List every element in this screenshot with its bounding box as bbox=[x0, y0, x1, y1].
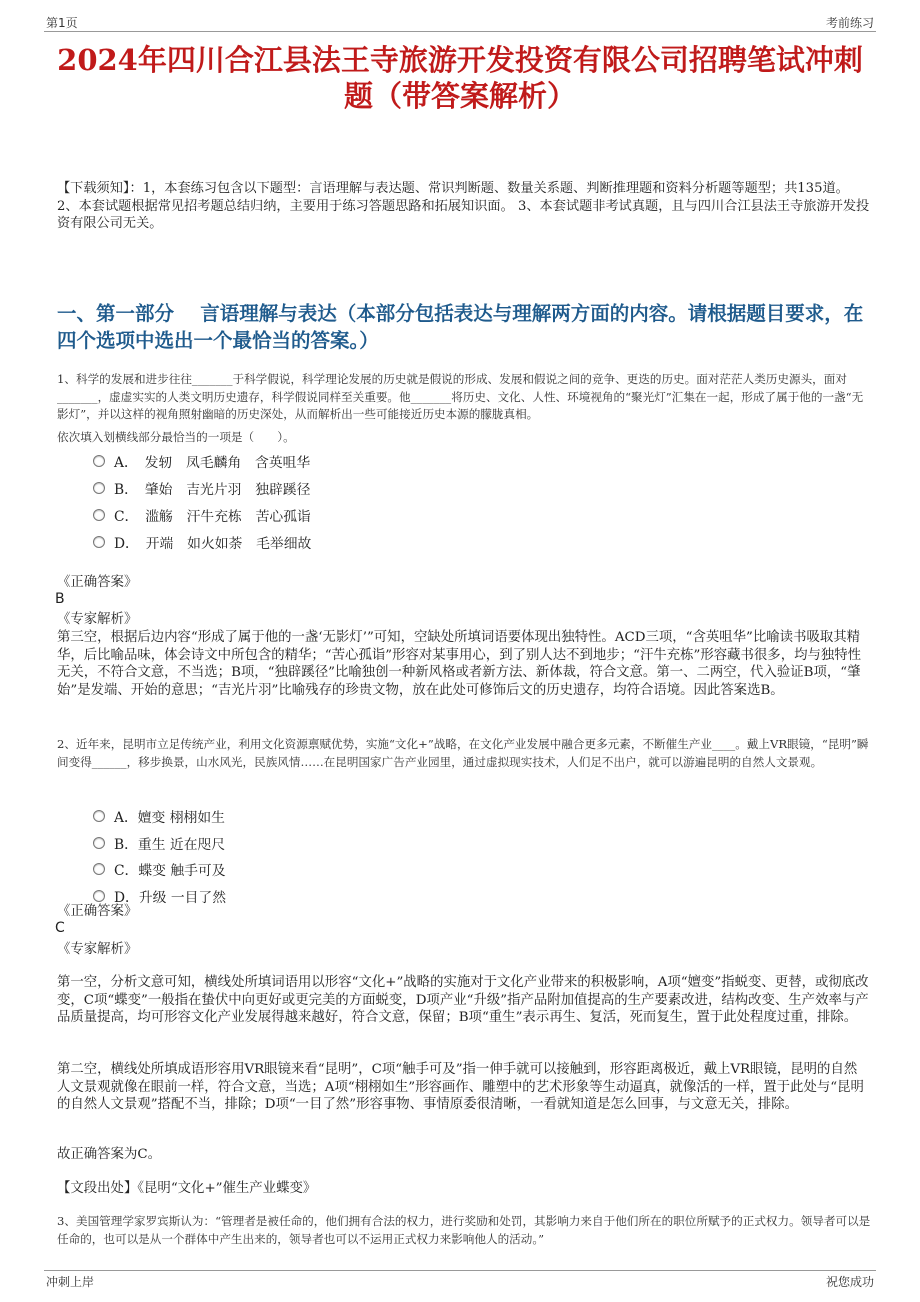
question-1-option-a[interactable] bbox=[93, 449, 310, 473]
question-1-option-c[interactable] bbox=[93, 503, 311, 527]
question-1-answer-label: 《正确答案》 bbox=[57, 575, 138, 590]
footer-right-text: 祝您成功 bbox=[825, 1275, 874, 1289]
radio-icon[interactable] bbox=[93, 810, 105, 822]
question-2-conclusion: 故正确答案为C。 bbox=[57, 1147, 161, 1162]
question-3-stem: 3、美国管理学家罗宾斯认为：“管理者是被任命的，他们拥有合法的权力，进行奖励和处罚，其影响力来自于他们所在的职位所赋予的正式权力。领导者可以是任命的，也可以是从一个群体中产生出来的，领导者也可以不运用正式权力来影响他人的活动。” bbox=[57, 1214, 871, 1246]
question-2-analysis-p2: 第二空，横线处所填成语形容用VR眼镜来看“昆明”，C项“触手可及”指一伸手就可以接触到，形容距离极近，戴上VR眼镜，昆明的自然人文景观就像在眼前一样，符合文意，当选；A项“栩栩如生”形容画作、雕塑中的艺术形象等生动逼真，就像活的一样，置于此处与“昆明的自然人文景观”搭配不当，排除；D项“一目了然”形容事物、事情原委很清晰，一看就知道是怎么回事，与文意无关，排除。 bbox=[57, 1062, 864, 1112]
section-heading: 一、第一部分 言语理解与表达（本部分包括表达与理解两方面的内容。请根据题目要求，在四个选项中选出一个最恰当的答案。） bbox=[57, 302, 864, 352]
radio-icon[interactable] bbox=[93, 890, 105, 902]
question-1-prompt: 依次填入划横线部分最恰当的一项是（ ）。 bbox=[57, 430, 295, 444]
option-label: A．嬗变 栩栩如生 bbox=[114, 810, 225, 826]
question-1-stem: 1、科学的发展和进步往往_______于科学假说，科学理论发展的历史就是假说的形成、发展和假说之间的竞争、更迭的历史。面对茫茫人类历史源头，面对_______，虚虚实实的人类文明历史遗存，科学假说同样至关重要。他_______将历史、文化、人性、环境视角的“聚光灯”汇集在一起，形成了属于他的一盏“无影灯”，并以这样的视角照射幽暗的历史深处，从而解析出一些可能接近历史本源的朦胧真相。 bbox=[57, 372, 864, 421]
option-label: B． 肇始 吉光片羽 独辟蹊径 bbox=[114, 482, 311, 498]
question-2-answer-label: 《正确答案》 bbox=[57, 904, 138, 919]
question-2-option-a[interactable] bbox=[93, 804, 225, 828]
footer-divider bbox=[44, 1270, 876, 1271]
question-1-option-b[interactable] bbox=[93, 476, 310, 500]
download-notice: 【下载须知】：1，本套练习包含以下题型：言语理解与表达题、常识判断题、数量关系题、判断推理题和资料分析题等题型；共135道。 2、本套试题根据常见招考题总结归纳，主要用于练习答题思路和拓展知识面。 3、本套试题非考试真题，且与四川合江县法王寺旅游开发投资有限公司无关。 bbox=[57, 181, 870, 231]
option-label: D． 开端 如火如荼 毛举细故 bbox=[114, 536, 312, 552]
option-label: D．升级 一目了然 bbox=[114, 890, 227, 906]
radio-icon[interactable] bbox=[93, 455, 105, 467]
radio-icon[interactable] bbox=[93, 837, 105, 849]
radio-icon[interactable] bbox=[93, 482, 105, 494]
option-label: C． 滥觞 汗牛充栋 苦心孤诣 bbox=[114, 509, 311, 525]
document-title: 2024年四川合江县法王寺旅游开发投资有限公司招聘笔试冲刺题（带答案解析） bbox=[57, 43, 863, 113]
question-2-answer: C bbox=[55, 920, 65, 936]
header-divider bbox=[44, 31, 876, 32]
radio-icon[interactable] bbox=[93, 509, 105, 521]
radio-icon[interactable] bbox=[93, 536, 105, 548]
footer-left-text: 冲刺上岸 bbox=[46, 1275, 95, 1289]
question-1-answer: B bbox=[55, 591, 65, 607]
header-label: 考前练习 bbox=[825, 16, 874, 30]
question-2-analysis-label: 《专家解析》 bbox=[57, 942, 138, 957]
question-1-analysis-label: 《专家解析》 bbox=[57, 612, 138, 627]
option-label: A． 发轫 凤毛麟角 含英咀华 bbox=[114, 455, 311, 471]
question-2-stem: 2、近年来，昆明市立足传统产业，利用文化资源禀赋优势，实施“文化+”战略，在文化产业发展中融合更多元素，不断催生产业____。戴上VR眼镜，“昆明”瞬间变得______，移步换景，山水风光，民族风情……在昆明国家广告产业园里，通过虚拟现实技术，人们足不出户，就可以游遍昆明的自然人文景观。 bbox=[57, 737, 869, 769]
question-1-option-d[interactable] bbox=[93, 530, 311, 554]
question-2-option-b[interactable] bbox=[93, 831, 225, 855]
option-label: C．蝶变 触手可及 bbox=[114, 863, 226, 879]
question-2-analysis-p1: 第一空，分析文意可知，横线处所填词语用以形容“文化+”战略的实施对于文化产业带来的积极影响，A项“嬗变”指蜕变、更替，或彻底改变，C项“蝶变”一般指在蛰伏中向更好或更完美的方面蜕变，D项产业“升级”指产品附加值提高的生产要素改进，结构改变、生产效率与产品质量提高，均可形容文化产业发展得越来越好，符合文意，保留；B项“重生”表示再生、复活，死而复生，置于此处程度过重，排除。 bbox=[57, 975, 869, 1025]
option-label: B．重生 近在咫尺 bbox=[114, 837, 226, 853]
question-2-option-c[interactable] bbox=[93, 857, 226, 881]
question-2-source: 【文段出处】《昆明“文化+”催生产业蝶变》 bbox=[57, 1181, 317, 1196]
question-1-analysis: 第三空，根据后边内容“形成了属于他的一盏‘无影灯’”可知，空缺处所填词语要体现出独特性。ACD三项，“含英咀华”比喻读书吸取其精华，后比喻品味，体会诗文中所包含的精华；“苦心孤诣”形容对某事用心，到了别人达不到地步；“汗牛充栋”形容藏书很多，均与独特性无关，不符合文意，不当选；B项，“独辟蹊径”比喻独创一种新风格或者新方法、新体裁，符合文意。第一、二两空，代入验证B项，“肇始”是发端、开始的意思；“吉光片羽”比喻残存的珍贵文物，放在此处可修饰后文的历史遗存，均符合语境。因此答案选B。 bbox=[57, 630, 862, 698]
radio-icon[interactable] bbox=[93, 863, 105, 875]
header-page-number: 第1页 bbox=[46, 16, 78, 30]
